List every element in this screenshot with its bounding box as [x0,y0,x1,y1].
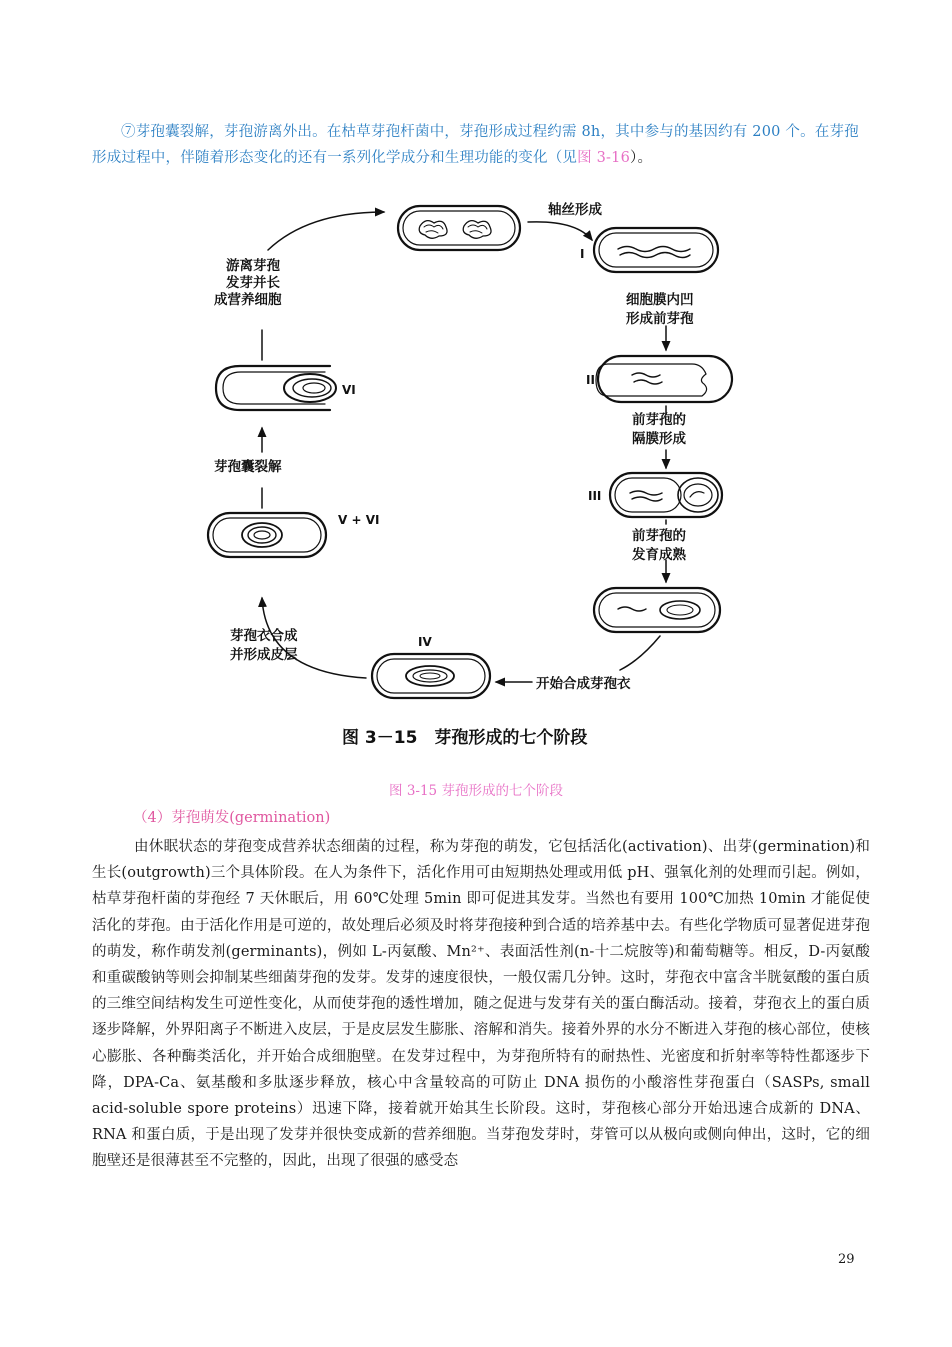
label-membrane-2: 形成前芽孢 [626,311,694,327]
label-stage-4: IV [418,635,432,649]
cell-stage-7 [216,366,336,410]
sporulation-diagram [180,188,740,758]
cell-top [398,206,520,250]
cell-stage-1 [594,228,718,272]
label-coat-1: 芽孢衣合成 [230,628,298,644]
label-mature-2: 发育成熟 [632,547,686,563]
cell-stage-2 [596,356,732,402]
figure-caption-inner: 图 3－15 芽孢形成的七个阶段 [342,728,588,748]
arrows [262,212,666,682]
label-membrane-1: 细胞膜内凹 [626,292,694,308]
cell-stage-4 [372,654,490,698]
label-coat-start: 开始合成芽孢衣 [536,676,631,692]
label-mature-1: 前芽孢的 [632,528,686,544]
cell-stage-4a [594,588,720,632]
label-coat-2: 并形成皮层 [230,647,298,663]
cell-stage-5-6 [208,513,326,557]
section-heading: （4）芽孢萌发(germination) [133,810,331,826]
intro-text: ⑦芽孢囊裂解，芽孢游离外出。在枯草芽孢杆菌中，芽孢形成过程约需 8h，其中参与的基因约有 200 个。在芽孢形成过程中，伴随着形态变化的还有一系列化学成分和生理功能的变化（见 [92,124,859,166]
label-stage-2: II [586,373,595,387]
label-free-1: 游离芽孢 [226,258,280,274]
label-stage-3: III [588,489,602,503]
label-stage-5-6: V + VI [338,513,380,527]
label-free-2: 发芽并长 [226,275,280,291]
label-axial-filament: 轴丝形成 [548,202,602,218]
intro-paragraph [92,119,870,171]
figure-link[interactable]: 图 3-16 [577,150,630,166]
cell-stage-3 [610,473,722,517]
label-septum-1: 前芽孢的 [632,412,686,428]
label-rupture: 芽孢囊裂解 [214,459,282,475]
label-septum-2: 隔膜形成 [632,431,686,447]
page-number: 29 [838,1252,855,1267]
intro-tail: ）。 [630,150,653,166]
figure-caption: 图 3-15 芽孢形成的七个阶段 [389,783,563,799]
label-free-3: 成营养细胞 [214,292,282,308]
label-stage-1: I [580,247,585,261]
label-stage-7: VI [342,383,356,397]
body-paragraph: 由休眠状态的芽孢变成营养状态细菌的过程，称为芽孢的萌发，它包括活化(activation)、出芽(germination)和生长(outgrowth)三个具体阶段。在人为条件下，活化作用可由短期热处理或用低 pH、强氧化剂的处理而引起。例如，枯草芽孢杆菌的芽孢经 7 天休眠后，用 60℃处理 5min 即可促进其发芽。当然也有要用 100℃加热 10min 才能促使活化的芽孢。由于活化作用是可逆的，故处理后必须及时将芽孢接种到合适的培养基中去。有些化学物质可显著促进芽孢的萌发，称作萌发剂(germinants)，例如 L-丙氨酸、Mn²⁺、表面活性剂(n-十二烷胺等)和葡萄糖等。相反，D-丙氨酸和重碳酸钠等则会抑制某些细菌芽孢的发芽。发芽的速度很快，一般仅需几分钟。这时，芽孢衣中富含半胱氨酸的蛋白质的三维空间结构发生可逆性变化，从而使芽孢的透性增加，随之促进与发芽有关的蛋白酶活动。接着，芽孢衣上的蛋白质逐步降解，外界阳离子不断进入皮层，于是皮层发生膨胀、溶解和消失。接着外界的水分不断进入芽孢的核心部位，使核心膨胀、各种酶类活化，并开始合成细胞壁。在发芽过程中，为芽孢所特有的耐热性、光密度和折射率等特性都逐步下降，DPA-Ca、氨基酸和多肽逐步释放，核心中含量较高的可防止 DNA 损伤的小酸溶性芽孢蛋白（SASPs, small acid-soluble spore proteins）迅速下降，接着就开始其生长阶段。这时，芽孢核心部分开始迅速合成新的 DNA、RNA 和蛋白质，于是出现了发芽并很快变成新的营养细胞。当芽孢发芽时，芽管可以从极向或侧向伸出，这时，它的细胞壁还是很薄甚至不完整的，因此，出现了很强的感受态 [92,839,870,1170]
